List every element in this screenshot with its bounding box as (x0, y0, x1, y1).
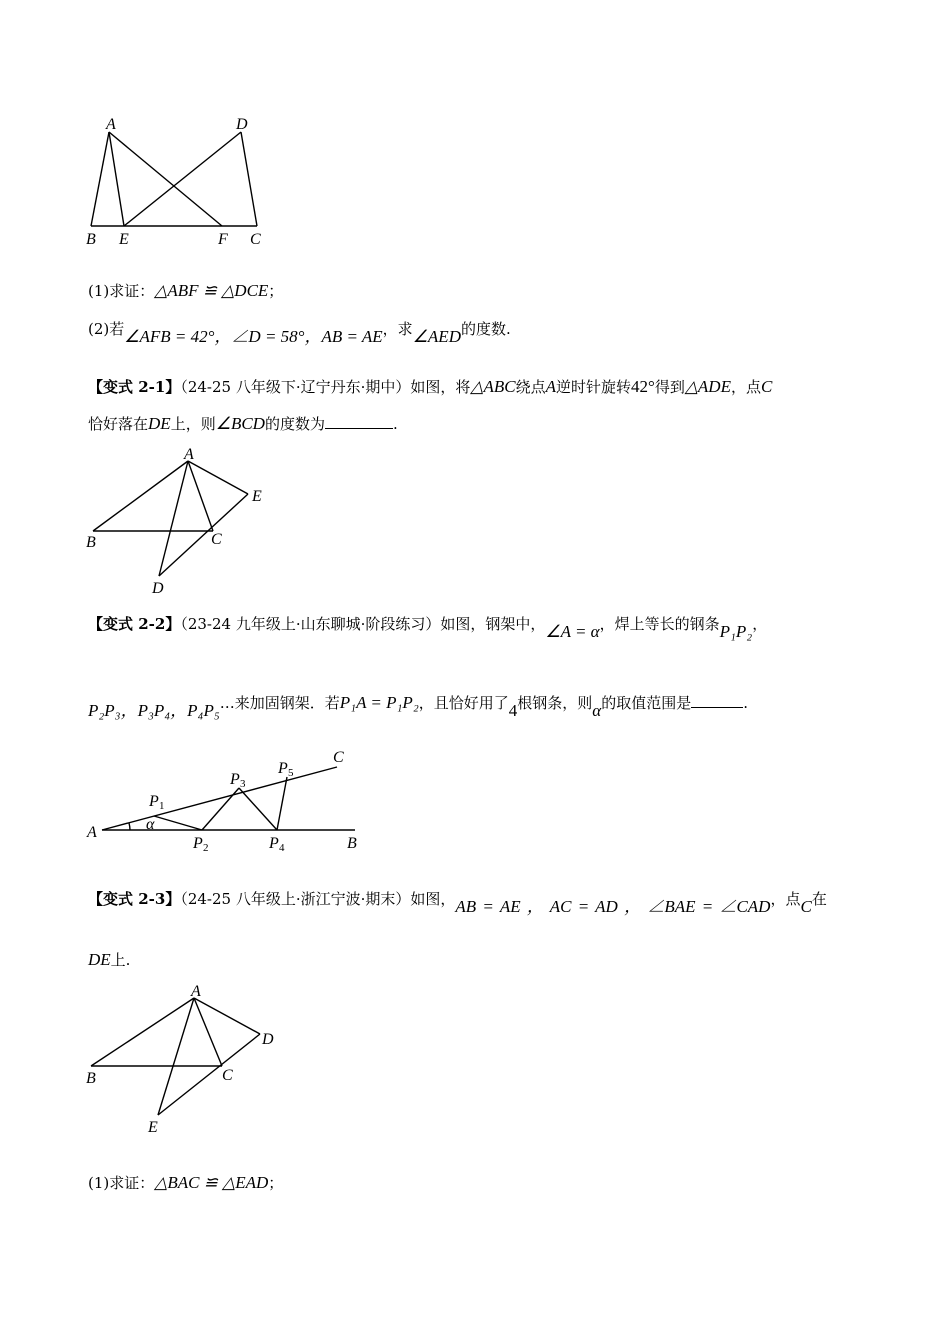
fig4-label-C: C (222, 1067, 233, 1084)
fig1-label-F: F (218, 231, 228, 248)
fig2-label-A: A (184, 446, 194, 463)
fig3-label-P4-sub: 4 (279, 842, 285, 854)
fig3-label-P5-sub: 5 (288, 767, 294, 779)
fig2-label-E: E (252, 488, 262, 505)
fig3-label-B: B (347, 835, 357, 852)
figure-4 (80, 982, 290, 1142)
fig3-label-P2: P (193, 835, 203, 852)
fig3-label-C: C (333, 749, 344, 766)
v22-line2: P₂P₃，P₃P₄，P₄P₅…来加固钢架．若P₁A = P₁P₂，且恰好用了4根钢条，则α的取值范围是 . (88, 693, 748, 720)
q1-part2: (2)若∠AFB = 42°，∠D = 58°，AB = AE，求∠AED的度数. (88, 320, 511, 346)
q1-part1: (1)求证：△ABF ≌ △DCE； (88, 281, 284, 300)
answer-blank (325, 414, 393, 429)
fig1-label-A: A (106, 116, 116, 133)
fig1-label-D: D (236, 116, 248, 133)
v23-line1: 【变式 2-3】（24-25 八年级上·浙江宁波·期末）如图，AB = AE ， AC = AD ， ∠BAE = ∠CAD，点C在 (88, 890, 827, 916)
figure-2 (80, 445, 280, 600)
fig1-label-B: B (86, 231, 96, 248)
fig3-label-A: A (87, 824, 97, 841)
fig1-label-C: C (250, 231, 261, 248)
fig2-label-B: B (86, 534, 96, 551)
fig2-label-C: C (211, 531, 222, 548)
answer-blank-2 (691, 693, 743, 708)
fig2-label-D: D (152, 580, 164, 597)
fig3-label-P5: P (278, 760, 288, 777)
v21-line2: 恰好落在DE上，则∠BCD的度数为 . (88, 414, 398, 433)
fig3-label-alpha: α (146, 816, 155, 833)
v22-line1: 【变式 2-2】（23-24 九年级上·山东聊城·阶段练习）如图，钢架中，∠A = α，焊上等长的钢条P₁P₂， (88, 615, 768, 641)
v23-part1: (1)求证：△BAC ≌ △EAD； (88, 1173, 284, 1192)
fig3-label-P1: P (149, 793, 159, 810)
v23-line2: DE上. (88, 950, 131, 969)
fig4-label-D: D (262, 1031, 274, 1048)
fig3-label-P4: P (269, 835, 279, 852)
fig1-label-E: E (119, 231, 129, 248)
fig3-label-P2-sub: 2 (203, 842, 209, 854)
fig4-label-B: B (86, 1070, 96, 1087)
figure-3 (80, 740, 380, 860)
figure-1 (80, 110, 280, 250)
fig4-label-A: A (191, 983, 201, 1000)
v21-line1: 【变式 2-1】（24-25 八年级下·辽宁丹东·期中）如图，将△ABC绕点A逆时针旋转42°得到△ADE，点C (88, 377, 773, 396)
fig4-label-E: E (148, 1119, 158, 1136)
fig3-label-P1-sub: 1 (159, 800, 165, 812)
fig3-label-P3-sub: 3 (240, 778, 246, 790)
fig3-label-P3: P (230, 771, 240, 788)
